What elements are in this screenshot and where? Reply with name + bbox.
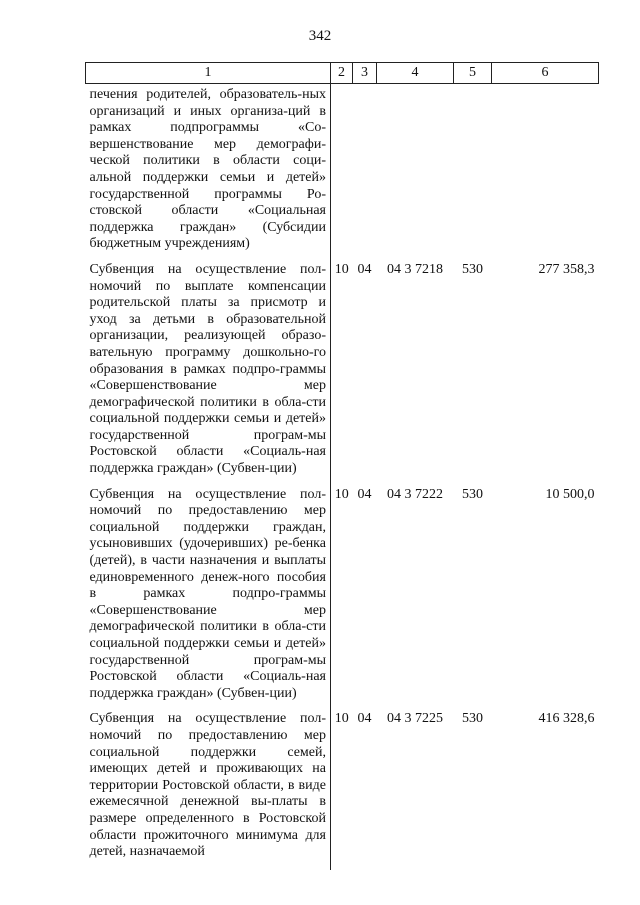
description-cell: Субвенция на осуществление пол-номочий по выплате компенсации родительской платы за присмотр и уход за детьми в образовательной организации, реализующей образо-вательную программу дошкольно-го образования в рамках подпро-граммы «Совершенствование мер демографической политики в обла-сти социальной поддержки семьи и детей» государственной програм-мы Ростовской области «Социаль-ная поддержка граждан» (Субвен-ции)	[86, 262, 331, 487]
amount-cell: 277 358,3	[538, 261, 595, 277]
section-cell	[331, 84, 353, 262]
header-cell: 6	[492, 63, 599, 84]
target-article-cell: 04 3 7218	[387, 261, 443, 277]
amount-cell	[492, 84, 599, 262]
subsection-cell	[353, 84, 377, 262]
expense-type-cell	[454, 84, 492, 262]
description-cell: Субвенция на осуществление пол-номочий по предоставлению мер социальной поддержки семей, имеющих детей и проживающих на территории Ростовской области, в виде ежемесячной денежной вы-платы в размере определенного в Ростовской области прожиточного минимума для детей, назначаемой	[86, 711, 331, 869]
table-row	[86, 711, 599, 869]
subsection-cell: 04	[357, 486, 372, 502]
target-article-cell: 04 3 7222	[387, 486, 443, 502]
header-cell: 1	[86, 63, 331, 84]
header-cell: 4	[377, 63, 454, 84]
page-number: 342	[308, 28, 332, 44]
description-cell: Субвенция на осуществление пол-номочий по предоставлению мер социальной поддержки граждан, усыновивших (удочеривших) ре-бенка (детей), в части назначения и выплаты единовременного денеж-ного пособия в рамках подпро-граммы «Совершенствование мер демографической политики в обла-сти социальной поддержки семьи и детей» государственной програм-мы Ростовской области «Социаль-ная поддержка граждан» (Субвен-ции)	[86, 487, 331, 712]
header-cell: 5	[454, 63, 492, 84]
table-row	[86, 262, 599, 487]
budget-table	[85, 62, 599, 870]
table-row	[86, 84, 599, 262]
target-article-cell: 04 3 7225	[387, 711, 443, 727]
amount-cell: 10 500,0	[545, 486, 595, 502]
subsection-cell: 04	[357, 261, 372, 277]
expense-type-cell: 530	[462, 261, 483, 277]
header-row	[86, 63, 599, 84]
section-cell: 10	[334, 711, 349, 727]
table-row	[86, 487, 599, 712]
header-cell: 3	[353, 63, 377, 84]
expense-type-cell: 530	[462, 711, 483, 727]
header-cell: 2	[331, 63, 353, 84]
section-cell: 10	[334, 486, 349, 502]
amount-cell: 416 328,6	[538, 711, 595, 727]
description-cell: печения родителей, образователь-ных организаций и иных организа-ций в рамках подпрограммы «Со-вершенствование мер демографи-ческой политики в области соци-альной поддержки семьи и детей» государственной программы Ро-стовской области «Социальная поддержка граждан» (Субсидии бюджетным учреждениям)	[86, 84, 331, 262]
expense-type-cell: 530	[462, 486, 483, 502]
subsection-cell: 04	[357, 711, 372, 727]
target-article-cell	[377, 84, 454, 262]
section-cell: 10	[334, 261, 349, 277]
